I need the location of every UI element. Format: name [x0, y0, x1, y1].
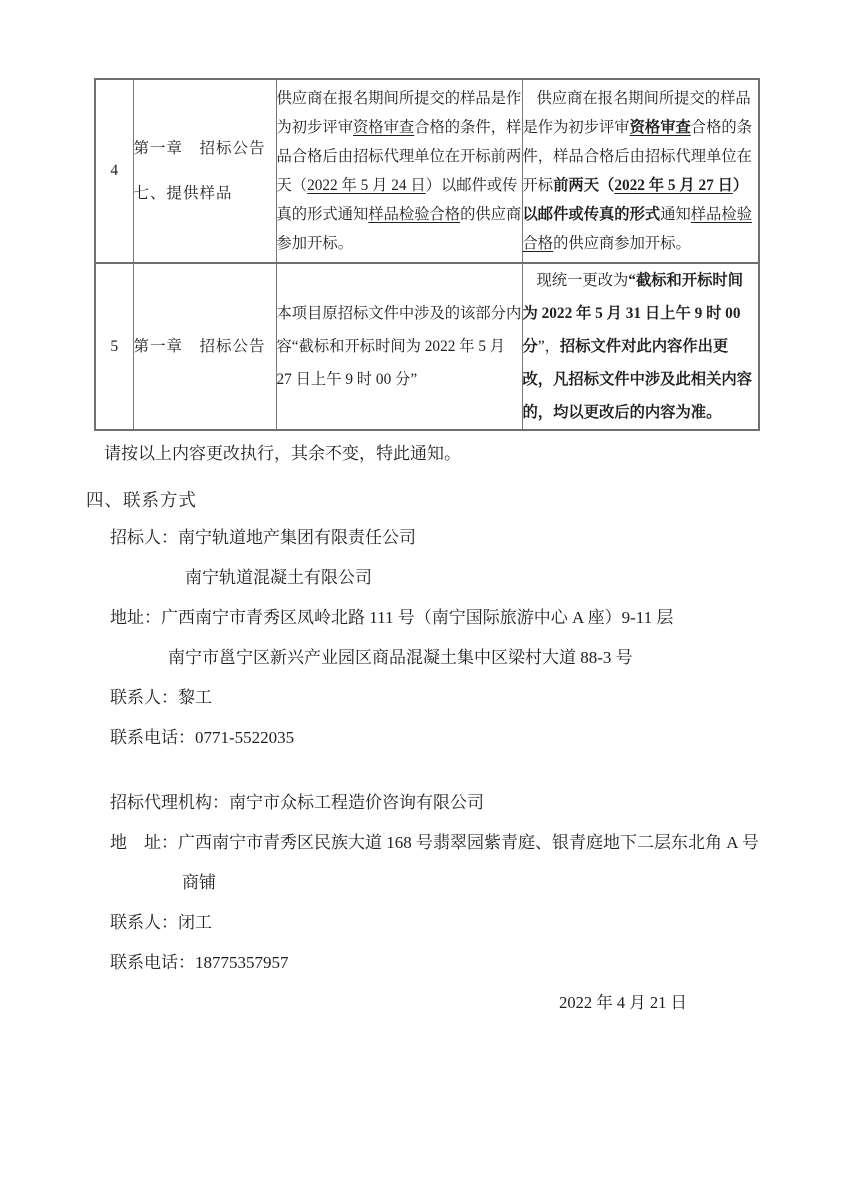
original-content-cell — [276, 263, 522, 430]
tenderer-phone-number: 0771-5522035 — [195, 728, 295, 747]
table-row — [95, 79, 759, 263]
tenderer-name-line — [110, 518, 850, 558]
agency-address-2: 商铺 — [182, 873, 216, 892]
agency-block — [0, 783, 850, 983]
table-row — [95, 263, 759, 430]
tenderer-address-2: 南宁市邕宁区新兴产业园区商品混凝土集中区梁村大道 88-3 号 — [168, 648, 633, 667]
row-number-cell: 4 — [95, 79, 133, 263]
agency-phone-number: 18775357957 — [195, 953, 289, 972]
original-content-text: 供应商在报名期间所提交的样品是作为初步评审资格审查合格的条件，样品合格后由招标代理单位在开标前两天（2022 年 5 月 24 日）以邮件或传真的形式通知样品检验合格的供应商参加开标。 — [276, 90, 522, 252]
original-content-text: 本项目原招标文件中涉及的该部分内容“截标和开标时间为 2022 年 5 月 27 日上午 9 时 00 分” — [276, 305, 522, 388]
changed-content-text: 现统一更改为“截标和开标时间为 2022 年 5 月 31 日上午 9 时 00 分”，招标文件对此内容作出更改，凡招标文件中涉及此相关内容的，均以更改后的内容为准。 — [522, 272, 752, 421]
contact-label: 联系人： — [110, 688, 178, 707]
agency-name-line — [110, 783, 850, 823]
agency-phone-line — [110, 943, 850, 983]
agency-company: 南宁市众标工程造价咨询有限公司 — [229, 793, 484, 812]
tenderer-company-2: 南宁轨道混凝土有限公司 — [185, 568, 372, 587]
tenderer-address-line — [110, 598, 850, 638]
section-cell — [133, 263, 276, 430]
agency-label: 招标代理机构： — [110, 793, 229, 812]
agency-contact-name: 闭工 — [178, 913, 212, 932]
document-date: 2022 年 4 月 21 日 — [559, 993, 687, 1012]
agency-address-1: 广西南宁市青秀区民族大道 168 号翡翠园紫青庭、银青庭地下二层东北角 A 号 — [178, 833, 759, 852]
tenderer-phone-line — [110, 718, 850, 758]
section-cell — [133, 79, 276, 263]
contact-label: 联系人： — [110, 913, 178, 932]
section-heading-contact: 四、联系方式 — [86, 490, 197, 510]
tenderer-contact-name: 黎工 — [178, 688, 212, 707]
notice-line: 请按以上内容更改执行，其余不变，特此通知。 — [104, 444, 461, 463]
address-label: 地 址： — [110, 833, 178, 852]
changed-content-cell — [522, 263, 759, 430]
section-line: 第一章 招标公告 — [133, 140, 266, 157]
agency-address-line — [110, 823, 850, 863]
tenderer-label: 招标人： — [110, 528, 178, 547]
phone-label: 联系电话： — [110, 728, 195, 747]
tenderer-address-1: 广西南宁市青秀区凤岭北路 111 号（南宁国际旅游中心 A 座）9-11 层 — [161, 608, 674, 627]
tenderer-contact-line — [110, 678, 850, 718]
original-content-cell — [276, 79, 522, 263]
agency-contact-line — [110, 903, 850, 943]
tenderer-company-1: 南宁轨道地产集团有限责任公司 — [178, 528, 416, 547]
phone-label: 联系电话： — [110, 953, 195, 972]
changed-content-text: 供应商在报名期间所提交的样品是作为初步评审资格审查合格的条件，样品合格后由招标代理单位在开标前两天（2022 年 5 月 27 日）以邮件或传真的形式通知样品检验合格的供应商参加开标。 — [522, 90, 752, 252]
section-line: 七、提供样品 — [133, 185, 233, 202]
tenderer-block — [0, 518, 850, 758]
change-table — [94, 78, 760, 431]
address-label: 地址： — [110, 608, 161, 627]
section-line: 第一章 招标公告 — [133, 337, 266, 355]
changed-content-cell — [522, 79, 759, 263]
row-number-cell: 5 — [95, 263, 133, 430]
